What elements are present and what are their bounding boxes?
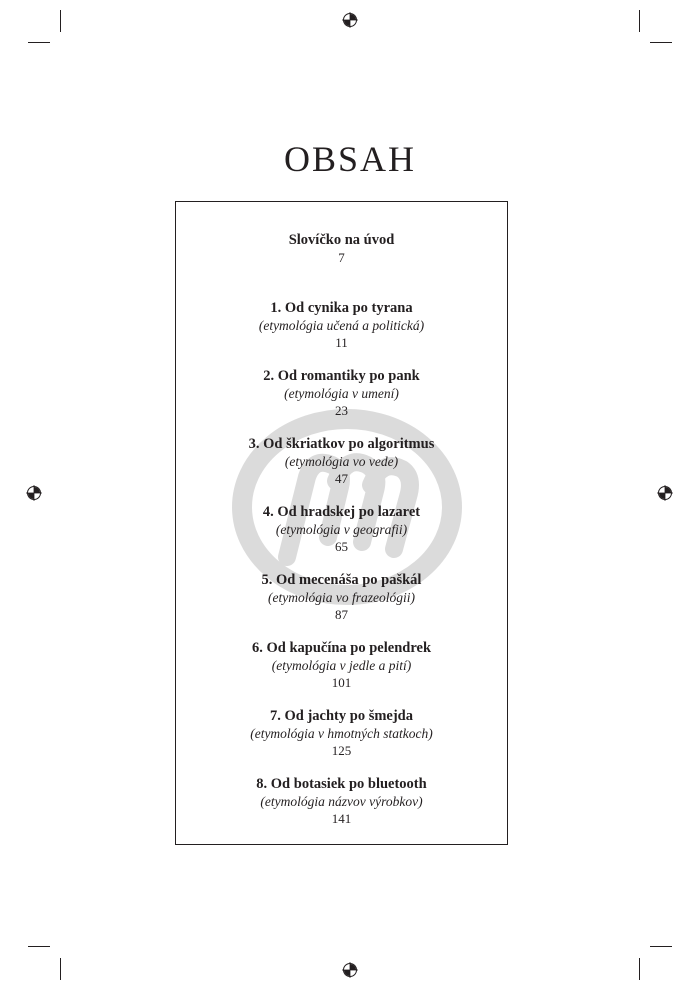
toc-entry <box>175 504 508 572</box>
crop-mark <box>650 946 672 947</box>
toc-entry-page: 7 <box>338 250 345 265</box>
toc-entry-title: Slovíčko na úvod <box>288 232 395 248</box>
toc-entry-title: 3. Od škriatkov po algoritmus <box>248 436 435 452</box>
toc-entry <box>175 640 508 708</box>
toc-entry-title: 4. Od hradskej po lazaret <box>262 504 421 520</box>
toc-entry-subtitle: (etymológia vo frazeológii) <box>268 590 415 605</box>
toc-entry-title: 1. Od cynika po tyrana <box>270 300 413 316</box>
toc-entry <box>175 776 508 844</box>
toc-entry-subtitle: (etymológia názvov výrobkov) <box>260 794 423 809</box>
toc-entry-title: 5. Od mecenáša po paškál <box>261 572 422 588</box>
toc-entry-title: 6. Od kapučína po pelendrek <box>251 640 432 656</box>
crop-mark <box>60 958 61 980</box>
toc-entry-page: 11 <box>335 335 348 350</box>
registration-mark-icon <box>342 962 358 978</box>
toc-entry-title: 2. Od romantiky po pank <box>263 368 420 384</box>
toc-entry <box>175 436 508 504</box>
toc-entry-page: 141 <box>331 811 352 826</box>
toc-entry <box>175 232 508 300</box>
toc-entry-page: 87 <box>335 607 348 622</box>
toc-entry <box>175 572 508 640</box>
toc-entry-subtitle: (etymológia v geografii) <box>275 522 408 537</box>
crop-mark <box>639 10 640 32</box>
toc-entry-page: 47 <box>335 471 348 486</box>
registration-mark-icon <box>657 485 673 501</box>
toc-entry <box>175 300 508 368</box>
toc-entry-page: 125 <box>331 743 352 758</box>
toc-entry-page: 65 <box>335 539 348 554</box>
crop-mark <box>650 42 672 43</box>
toc-entry-page: 101 <box>331 675 352 690</box>
toc-entry-page: 23 <box>335 403 348 418</box>
toc-entry-subtitle: (etymológia v jedle a pití) <box>271 658 412 673</box>
toc-entry-title: 8. Od botasiek po bluetooth <box>256 776 427 792</box>
toc-entry-subtitle: (etymológia v hmotných statkoch) <box>250 726 433 741</box>
toc-entry-title: 7. Od jachty po šmejda <box>270 708 413 724</box>
toc-list <box>175 232 508 844</box>
toc-entry <box>175 708 508 776</box>
toc-entry-subtitle: (etymológia v umení) <box>284 386 399 401</box>
toc-entry-subtitle: (etymológia vo vede) <box>284 454 399 469</box>
page-title: OBSAH <box>283 139 417 179</box>
registration-mark-icon <box>26 485 42 501</box>
crop-mark <box>28 946 50 947</box>
toc-entry-subtitle: (etymológia učená a politická) <box>258 318 425 333</box>
crop-mark <box>28 42 50 43</box>
registration-mark-icon <box>342 12 358 28</box>
crop-mark <box>60 10 61 32</box>
toc-entry <box>175 368 508 436</box>
crop-mark <box>639 958 640 980</box>
